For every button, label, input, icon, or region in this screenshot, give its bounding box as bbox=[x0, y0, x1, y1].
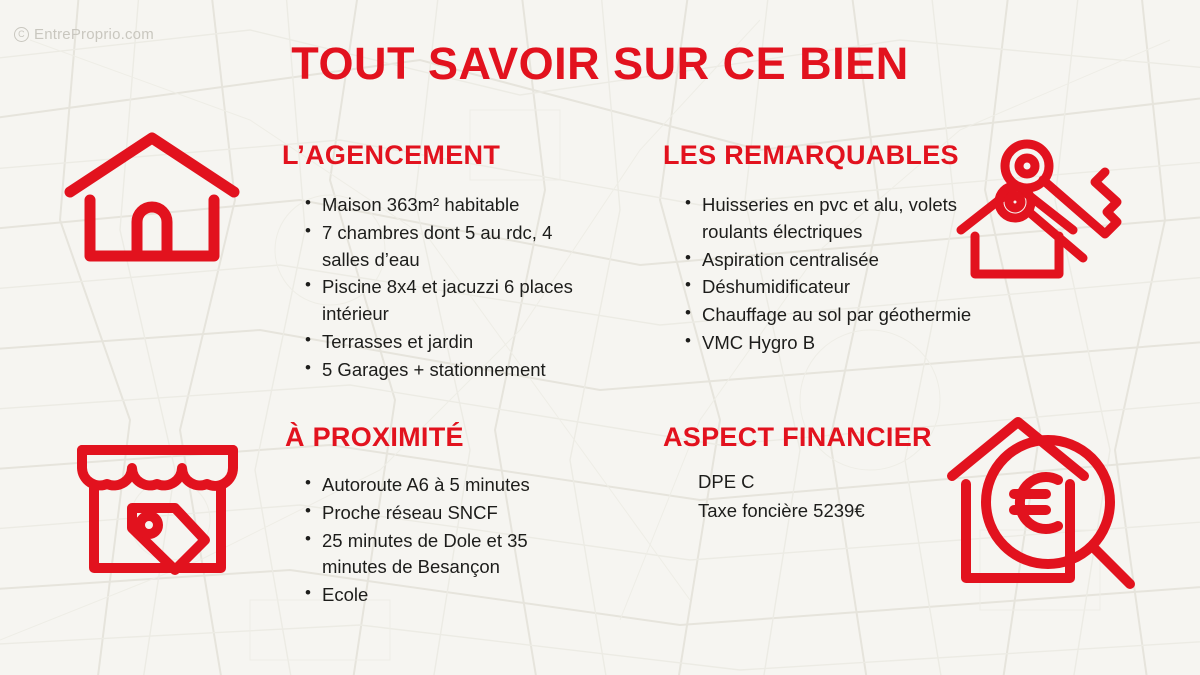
list-item: • Ecole bbox=[322, 582, 587, 609]
list-item: • 7 chambres dont 5 au rdc, 4 salles d’eau bbox=[322, 220, 587, 274]
list-item: • Terrasses et jardin bbox=[322, 329, 587, 356]
list-item: • 25 minutes de Dole et 35 minutes de Besançon bbox=[322, 528, 587, 582]
list-item: • Autoroute A6 à 5 minutes bbox=[322, 472, 587, 499]
watermark-text: EntreProprio.com bbox=[34, 26, 154, 43]
copyright-icon: C bbox=[14, 27, 29, 42]
list-item: Taxe foncière 5239€ bbox=[698, 499, 865, 521]
house-icon bbox=[62, 130, 242, 270]
section-heading-financier: ASPECT FINANCIER bbox=[663, 422, 932, 452]
list-item: • VMC Hygro B bbox=[702, 330, 977, 357]
shop-tag-icon bbox=[70, 408, 245, 588]
section-heading-proximite: À PROXIMITÉ bbox=[285, 422, 464, 452]
list-item: • 5 Garages + stationnement bbox=[322, 357, 587, 384]
section-heading-remarquables: LES REMARQUABLES bbox=[663, 140, 959, 170]
watermark bbox=[14, 26, 154, 43]
section-list-proximite bbox=[300, 472, 587, 610]
list-item: • Chauffage au sol par géothermie bbox=[702, 302, 977, 329]
list-item: • Piscine 8x4 et jacuzzi 6 places intérieur bbox=[322, 274, 587, 328]
section-list-agencement bbox=[300, 192, 587, 385]
list-item: • Déshumidificateur bbox=[702, 274, 977, 301]
list-item: • Aspiration centralisée bbox=[702, 247, 977, 274]
house-keys-icon bbox=[955, 130, 1140, 285]
list-item: • Proche réseau SNCF bbox=[322, 500, 587, 527]
list-item: • Maison 363m² habitable bbox=[322, 192, 587, 219]
section-heading-agencement: L’AGENCEMENT bbox=[282, 140, 501, 170]
list-item: • Huisseries en pvc et alu, volets roulants électriques bbox=[702, 192, 977, 246]
section-list-financier bbox=[680, 468, 978, 525]
list-item: DPE C bbox=[698, 471, 755, 492]
section-list-remarquables bbox=[680, 192, 977, 358]
page-title: TOUT SAVOIR SUR CE BIEN bbox=[291, 38, 909, 89]
